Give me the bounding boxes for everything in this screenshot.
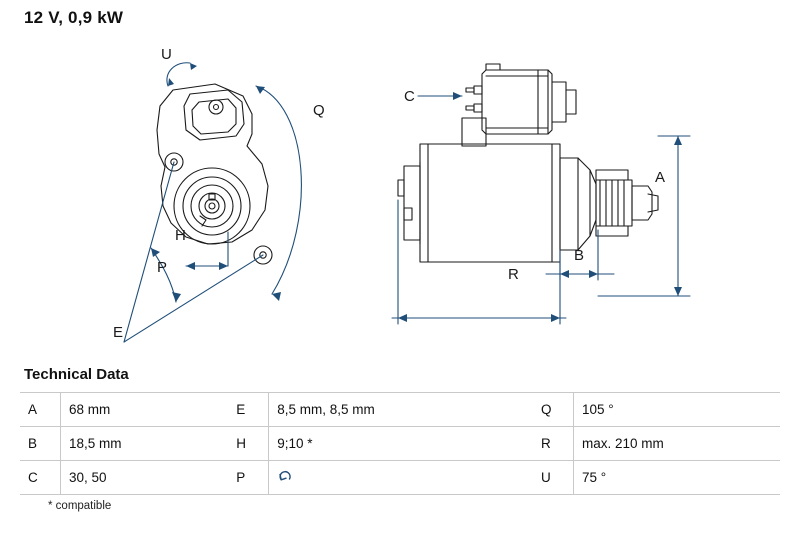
column-gap bbox=[509, 427, 533, 461]
row-value-Q: 105 ° bbox=[574, 393, 781, 427]
table-footnote: * compatible bbox=[48, 500, 112, 512]
row-key-C: C bbox=[20, 461, 61, 495]
label-H: H bbox=[175, 227, 186, 244]
table-row bbox=[20, 427, 780, 461]
column-gap bbox=[204, 393, 228, 427]
row-value-C: 30, 50 bbox=[61, 461, 205, 495]
side-view-dimension-lines bbox=[392, 92, 690, 324]
label-B: B bbox=[574, 247, 585, 264]
label-R: R bbox=[508, 266, 519, 283]
row-key-P: P bbox=[228, 461, 269, 495]
column-gap bbox=[509, 393, 533, 427]
row-value-E: 8,5 mm, 8,5 mm bbox=[269, 393, 509, 427]
row-value-B: 18,5 mm bbox=[61, 427, 205, 461]
label-C: C bbox=[404, 88, 415, 105]
row-value-U: 75 ° bbox=[574, 461, 781, 495]
column-gap bbox=[204, 461, 228, 495]
column-gap bbox=[509, 461, 533, 495]
page-title: 12 V, 0,9 kW bbox=[24, 8, 124, 27]
row-key-R: R bbox=[533, 427, 574, 461]
label-E: E bbox=[113, 324, 124, 341]
row-value-A: 68 mm bbox=[61, 393, 205, 427]
row-key-H: H bbox=[228, 427, 269, 461]
row-key-Q: Q bbox=[533, 393, 574, 427]
technical-data-table bbox=[20, 392, 780, 495]
rotation-cw-icon bbox=[277, 468, 295, 487]
table-row bbox=[20, 461, 780, 495]
label-A: A bbox=[655, 169, 666, 186]
side-view-body bbox=[398, 64, 658, 262]
table-row bbox=[20, 393, 780, 427]
label-Q: Q bbox=[313, 102, 325, 119]
row-key-B: B bbox=[20, 427, 61, 461]
row-key-U: U bbox=[533, 461, 574, 495]
front-view-dimension-lines bbox=[124, 63, 301, 342]
column-gap bbox=[204, 427, 228, 461]
row-key-E: E bbox=[228, 393, 269, 427]
row-value-P bbox=[269, 461, 509, 495]
row-value-R: max. 210 mm bbox=[574, 427, 781, 461]
technical-data-heading: Technical Data bbox=[24, 366, 129, 383]
row-key-A: A bbox=[20, 393, 61, 427]
label-P: P bbox=[157, 259, 168, 276]
starter-motor-technical-drawing bbox=[0, 34, 800, 354]
label-U: U bbox=[161, 46, 172, 63]
row-value-H: 9;10 * bbox=[269, 427, 509, 461]
